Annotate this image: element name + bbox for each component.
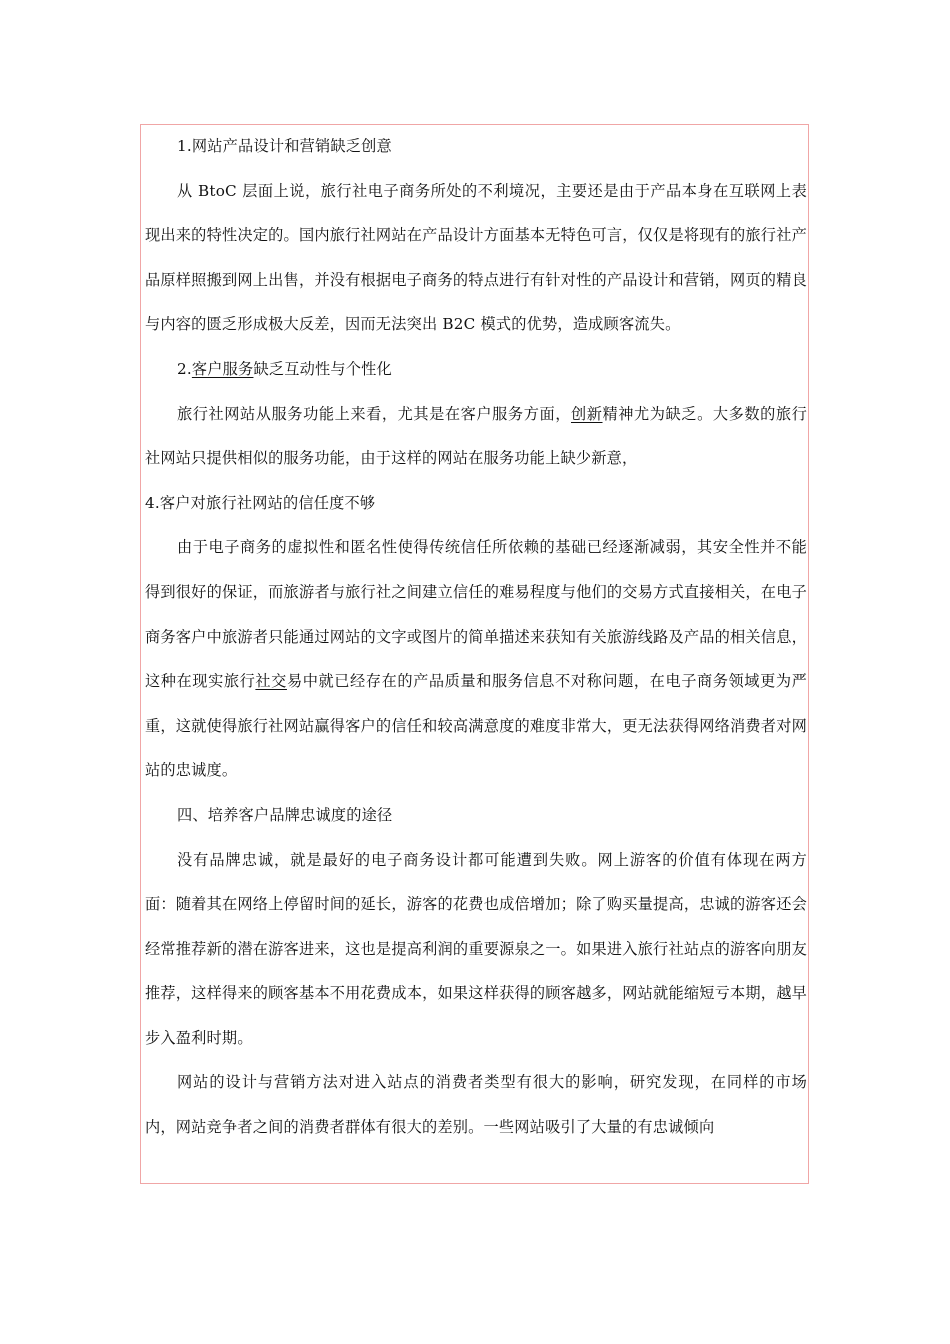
paragraph-service-function <box>145 392 807 481</box>
heading-customer-service <box>145 347 807 392</box>
paragraph-site-design: 网站的设计与营销方法对进入站点的消费者类型有很大的影响，研究发现，在同样的市场内，网站竞争者之间的消费者群体有很大的差别。一些网站吸引了大量的有忠诚倾向 <box>145 1073 807 1137</box>
document-body <box>145 124 807 1150</box>
heading-suffix: 缺乏互动性与个性化 <box>253 359 392 378</box>
customer-service-link[interactable]: 客户服务 <box>191 359 254 378</box>
paragraph-text: 精神尤为缺乏。大多数的旅行社网站只提供相似的服务功能，由于这样的网站在服务功能上缺少新意， <box>145 404 808 468</box>
paragraph-trust <box>145 525 807 793</box>
innovation-link[interactable]: 创新 <box>570 404 603 423</box>
paragraph-brand-loyalty: 没有品牌忠诚，就是最好的电子商务设计都可能遭到失败。网上游客的价值有体现在两方面：随着其在网络上停留时间的延长，游客的花费也成倍增加；除了购买量提高，忠诚的游客还会经常推荐新的潜在游客进来，这也是提高利润的重要源泉之一。如果进入旅行社站点的游客向朋友推荐，这样得来的顾客基本不用花费成本，如果这样获得的顾客越多，网站就能缩短亏本期，越早步入盈利时期。 <box>145 850 807 1047</box>
section-heading-brand-loyalty: 四、培养客户品牌忠诚度的途径 <box>177 805 393 824</box>
paragraph-btoc: 从 BtoC 层面上说，旅行社电子商务所处的不利境况，主要还是由于产品本身在互联网上表现出来的特性决定的。国内旅行社网站在产品设计方面基本无特色可言，仅仅是将现有的旅行社产品原样照搬到网上出售，并没有根据电子商务的特点进行有针对性的产品设计和营销，网页的精良与内容的匮乏形成极大反差，因而无法突出 B2C 模式的优势，造成顾客流失。 <box>145 181 807 334</box>
heading-product-design: 1.网站产品设计和营销缺乏创意 <box>177 137 392 155</box>
heading-trust: 4.客户对旅行社网站的信任度不够 <box>145 493 376 512</box>
paragraph-text: 由于电子商务的虚拟性和匿名性使得传统信任所依赖的基础已经逐渐减弱，其安全性并不能得到很好的保证，而旅游者与旅行社之间建立信任的难易程度与他们的交易方式直接相关，在电子商务客户中旅游者只能通过网站的文字或图片的简单描述来获知有关旅游线路及产品的相关信息，这种在现实旅行 <box>145 538 807 691</box>
social-link[interactable]: 社交 <box>255 672 287 691</box>
paragraph-text: 易中就已经存在的产品质量和服务信息不对称问题，在电子商务领域更为严重，这就使得旅行社网站赢得客户的信任和较高满意度的难度非常大，更无法获得网络消费者对网站的忠诚度。 <box>145 672 807 780</box>
paragraph-text: 旅行社网站从服务功能上来看，尤其是在客户服务方面， <box>177 404 571 423</box>
heading-number: 2. <box>177 359 192 378</box>
